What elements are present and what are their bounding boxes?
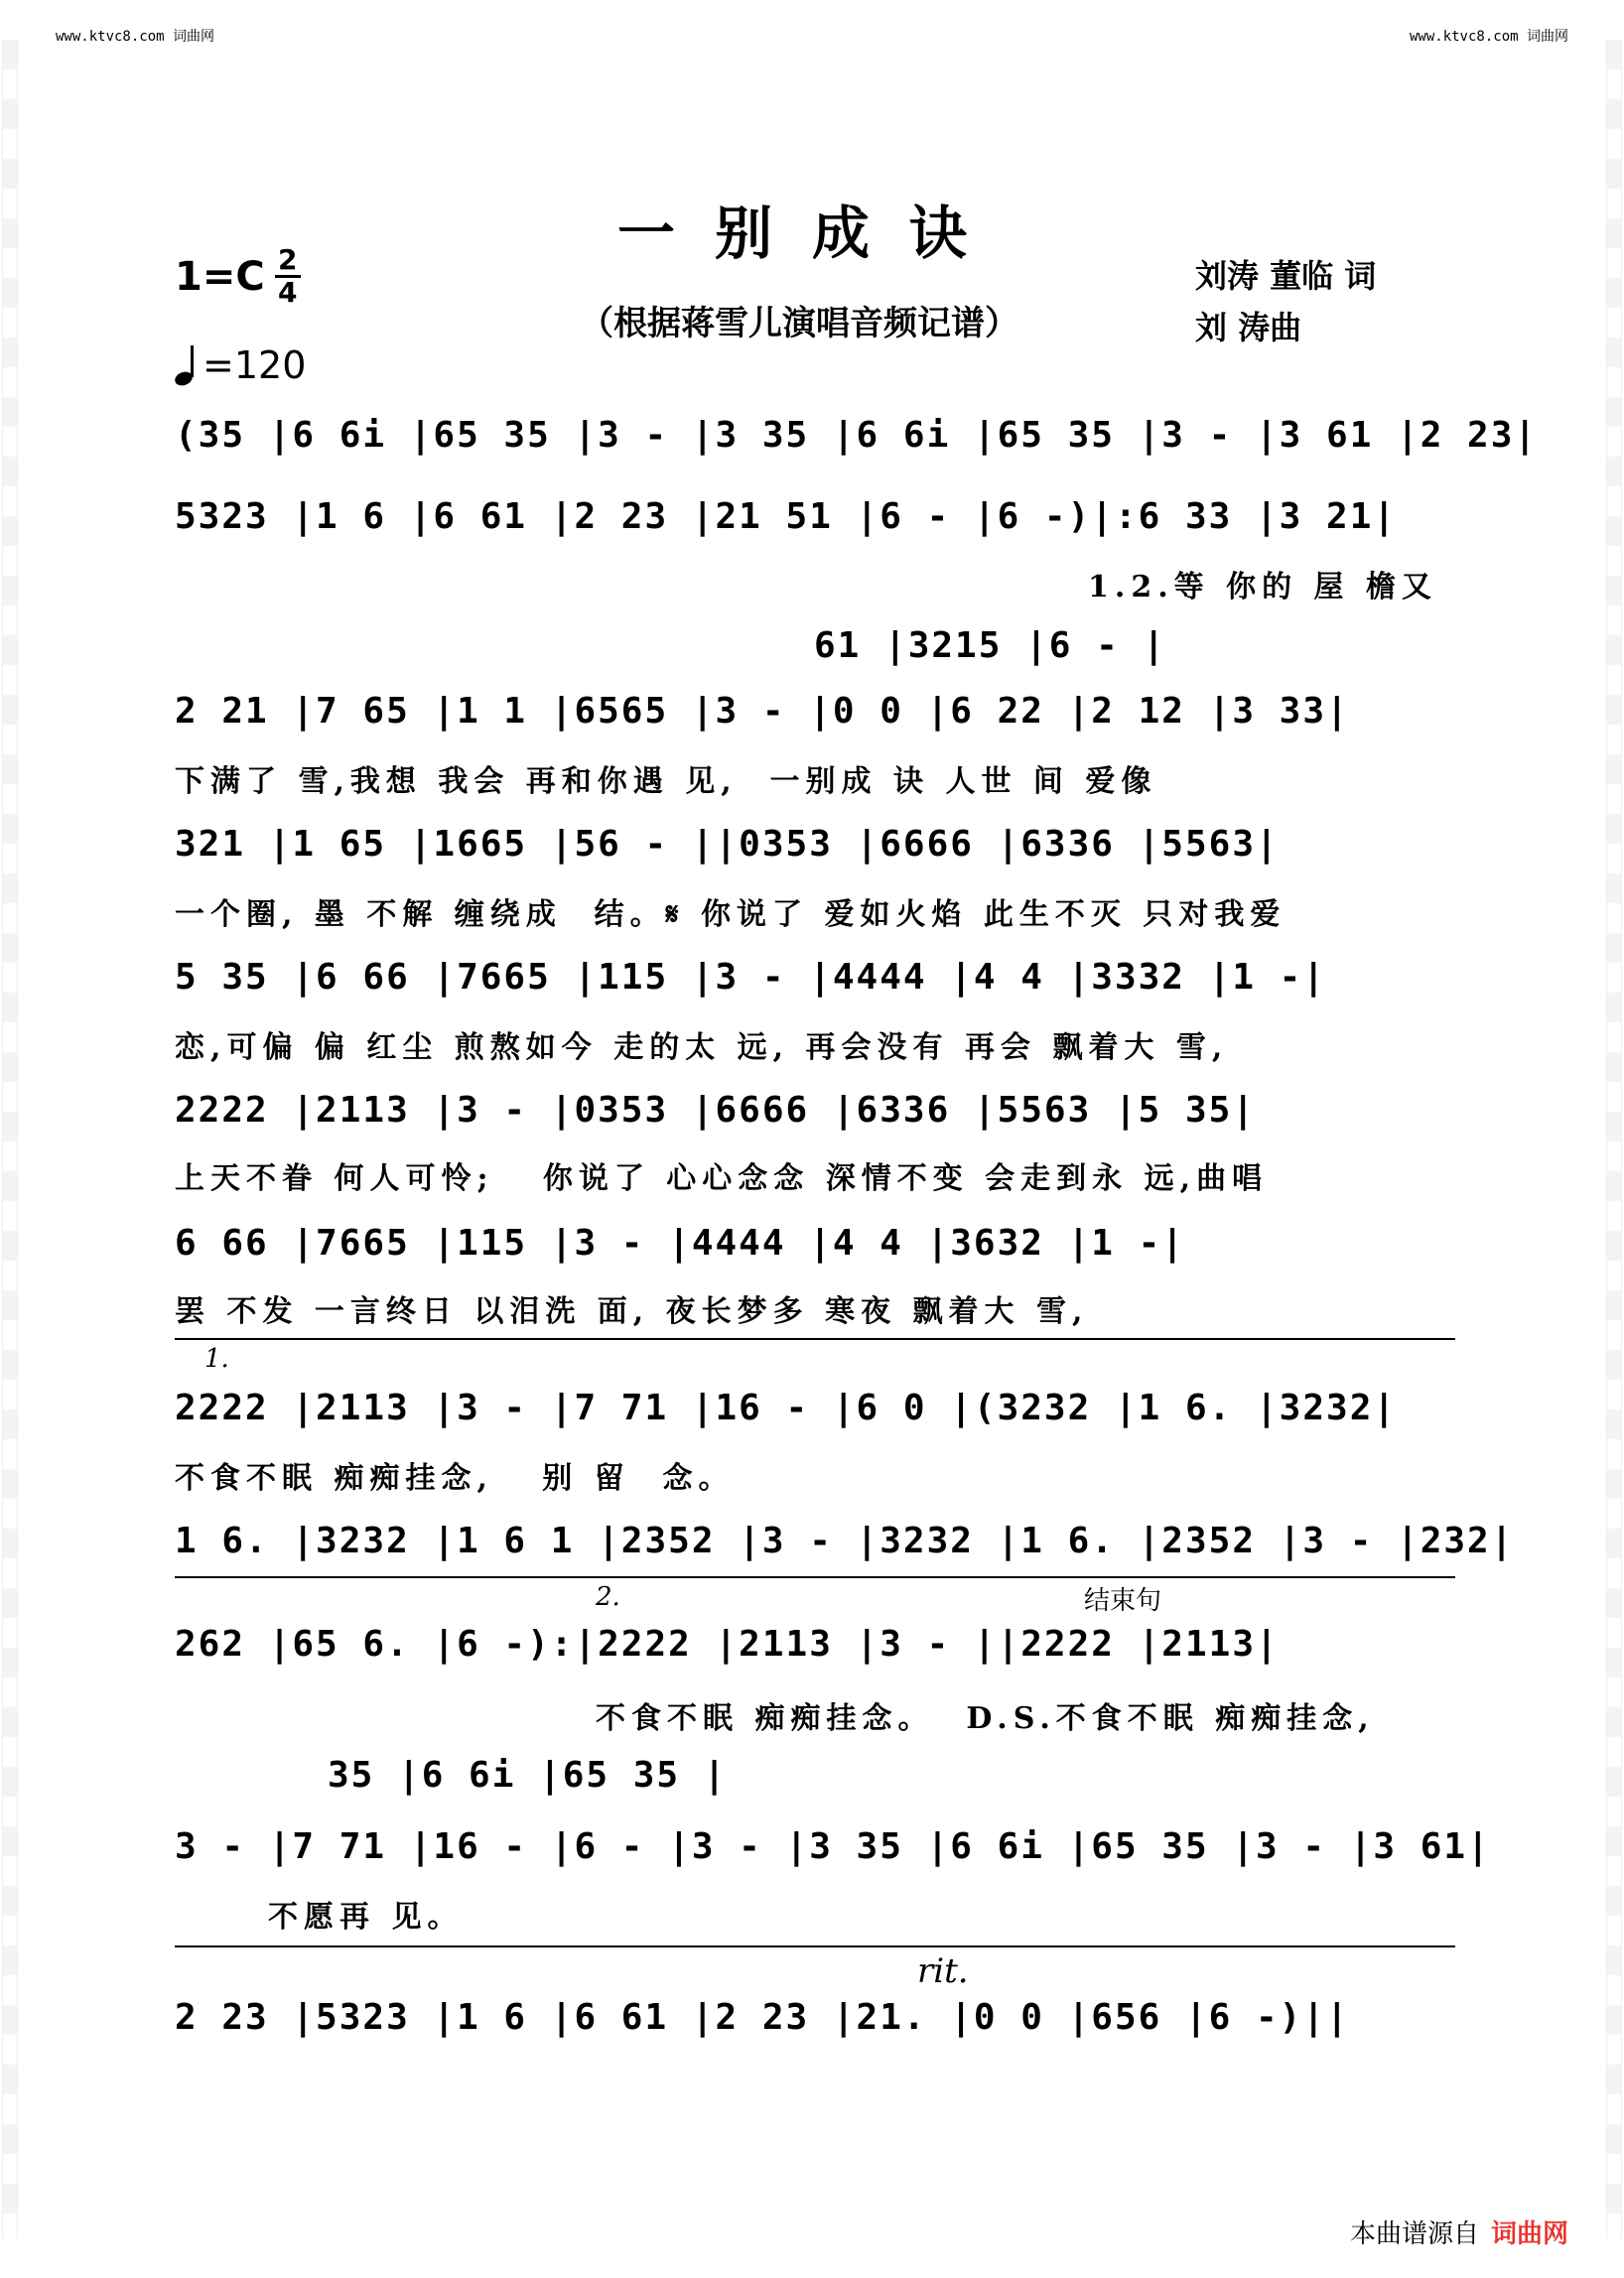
lyric-line: 1.2.等 你的 屋 檐又 bbox=[1088, 570, 1437, 604]
score-line: 2 23 |5323 |1 6 |6 61 |2 23 |21. |0 0 |656 |6 -)|| bbox=[175, 1997, 1350, 2038]
lyricist: 刘涛 董临 词 bbox=[1195, 257, 1377, 295]
subtitle: （根据蒋雪儿演唱音频记谱） bbox=[580, 304, 1018, 343]
footer-label: 本曲谱源自 bbox=[1349, 2219, 1479, 2249]
score-line: 2 21 |7 65 |1 1 |6565 |3 - |0 0 |6 22 |2 12 |3 33| bbox=[175, 691, 1350, 732]
score-line-upper: 35 |6 6i |65 35 | bbox=[328, 1755, 728, 1796]
lyric-line: 不食不眠 痴痴挂念。 D.S.不食不眠 痴痴挂念, bbox=[596, 1701, 1375, 1736]
lyric-line: 上天不眷 何人可怜; 你说了 心心念念 深情不变 会走到永 远,曲唱 bbox=[175, 1161, 1269, 1196]
ritardando-mark: rit. bbox=[917, 1951, 969, 1991]
site-watermark-right[interactable]: www.ktvc8.com 词曲网 bbox=[1409, 29, 1568, 45]
lyric-line: 下满了 雪,我想 我会 再和你遇 见, 一别成 诀 人世 间 爱像 bbox=[175, 764, 1157, 799]
staff-divider bbox=[175, 1945, 1455, 1947]
score-line: 6 66 |7665 |115 |3 - |4444 |4 4 |3632 |1 -| bbox=[175, 1223, 1185, 1264]
score-line: 2222 |2113 |3 - |7 71 |16 - |6 0 |(3232 |1 6. |3232| bbox=[175, 1388, 1398, 1428]
score-line: 321 |1 65 |1665 |56 - ||0353 |6666 |6336 |5563| bbox=[175, 824, 1280, 865]
key-label: 1=C bbox=[175, 253, 265, 300]
composer: 刘 涛曲 bbox=[1195, 309, 1302, 346]
score-line: 262 |65 6. |6 -):|2222 |2113 |3 - ||2222 |2113| bbox=[175, 1624, 1280, 1665]
left-watermark-strip bbox=[2, 40, 18, 2238]
lyric-line: 恋,可偏 偏 红尘 煎熬如今 走的太 远, 再会没有 再会 飘着大 雪, bbox=[175, 1030, 1229, 1065]
volta-2-label: 2. bbox=[596, 1582, 620, 1612]
score-line: 5323 |1 6 |6 61 |2 23 |21 51 |6 - |6 -)|:6 33 |3 21| bbox=[175, 496, 1398, 537]
tempo-marking bbox=[175, 343, 306, 387]
quarter-note-icon bbox=[175, 345, 197, 385]
lyric-line: 罢 不发 一言终日 以泪洗 面, 夜长梦多 寒夜 飘着大 雪, bbox=[175, 1294, 1089, 1329]
song-title: 一别成诀 bbox=[616, 200, 1007, 267]
score-line: 1 6. |3232 |1 6 1 |2352 |3 - |3232 |1 6. |2352 |3 - |232| bbox=[175, 1521, 1515, 1561]
time-signature-bottom: 4 bbox=[277, 276, 298, 309]
footer-brand-link[interactable]: 词曲网 bbox=[1490, 2219, 1568, 2249]
ending-label: 结束句 bbox=[1084, 1586, 1162, 1616]
volta-bracket-1 bbox=[175, 1338, 1455, 1340]
credits bbox=[1195, 250, 1376, 353]
site-watermark-left[interactable]: www.ktvc8.com 词曲网 bbox=[56, 29, 215, 45]
key-signature bbox=[175, 243, 301, 309]
time-signature-top: 2 bbox=[277, 243, 298, 276]
score-line: 5 35 |6 66 |7665 |115 |3 - |4444 |4 4 |3332 |1 -| bbox=[175, 957, 1327, 998]
staff-divider bbox=[175, 1576, 1455, 1578]
lyric-line: 一个圈, 墨 不解 缠绕成 结。𝄋 你说了 爱如火焰 此生不灭 只对我爱 bbox=[175, 897, 1286, 932]
right-watermark-strip bbox=[1606, 40, 1622, 2238]
score-line: (35 |6 6i |65 35 |3 - |3 35 |6 6i |65 35 |3 - |3 61 |2 23| bbox=[175, 415, 1539, 456]
score-line: 3 - |7 71 |16 - |6 - |3 - |3 35 |6 6i |65 35 |3 - |3 61| bbox=[175, 1826, 1491, 1867]
volta-1-label: 1. bbox=[204, 1344, 229, 1374]
time-signature bbox=[275, 243, 301, 309]
tempo-value: =120 bbox=[203, 343, 307, 387]
lyric-line: 不食不眠 痴痴挂念, 别 留 念。 bbox=[175, 1461, 735, 1496]
score-line-upper: 61 |3215 |6 - | bbox=[814, 625, 1167, 666]
score-line: 2222 |2113 |3 - |0353 |6666 |6336 |5563 |5 35| bbox=[175, 1090, 1256, 1131]
footer-source bbox=[1350, 2213, 1568, 2250]
lyric-line: 不愿再 见。 bbox=[268, 1900, 464, 1935]
